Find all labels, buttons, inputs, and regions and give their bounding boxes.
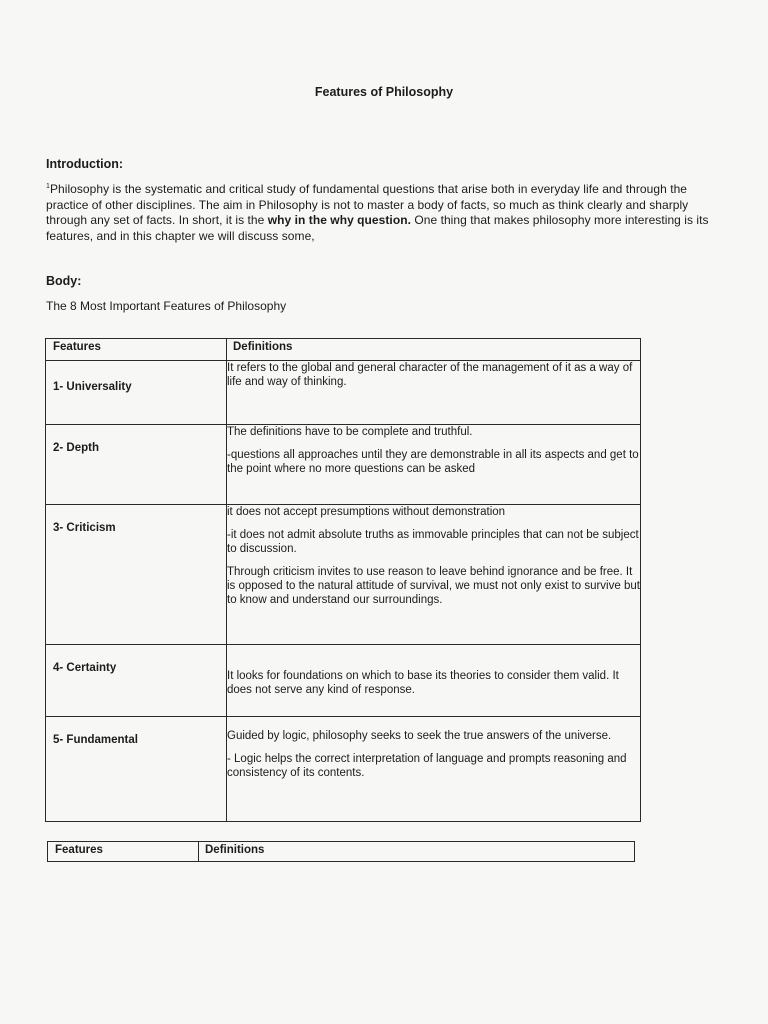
table-row — [46, 425, 641, 505]
header-definitions: Definitions — [199, 842, 635, 862]
features-table — [45, 338, 641, 822]
table-row — [46, 361, 641, 425]
introduction-heading: Introduction: — [46, 157, 124, 171]
header-definitions: Definitions — [227, 339, 641, 361]
feature-name: 2- Depth — [53, 442, 99, 454]
definition-cell — [227, 425, 641, 505]
feature-name: 3- Criticism — [53, 522, 116, 534]
definition-text: -it does not admit absolute truths as immovable principles that can not be subject to discussion. — [227, 529, 639, 555]
footnote-marker: 1 — [46, 183, 50, 190]
intro-text-part-1: Philosophy is the systematic and critical study of fundamental questions that arise both in everyday life and through the practice of other disciplines. The aim in Philosophy is not to master a body of facts, so much as think clearly and sharply through any set of facts. In short, it is the — [46, 182, 689, 227]
definition-cell — [227, 361, 641, 425]
feature-cell — [46, 645, 227, 717]
definition-text: Through criticism invites to use reason to leave behind ignorance and be free. It is opposed to the natural attitude of survival, we must not only exist to survive but to know and understand our surroundings. — [227, 566, 640, 606]
definition-text: It looks for foundations on which to base its theories to consider them valid. It does not serve any kind of response. — [227, 670, 619, 696]
feature-cell — [46, 361, 227, 425]
definition-text: The definitions have to be complete and truthful. — [227, 426, 473, 438]
document-title: Features of Philosophy — [314, 85, 454, 99]
table-row — [46, 717, 641, 822]
feature-name: 5- Fundamental — [53, 734, 138, 746]
definition-cell — [227, 505, 641, 645]
definition-text: Guided by logic, philosophy seeks to seek the true answers of the universe. — [227, 730, 612, 742]
definition-text: It refers to the global and general character of the management of it as a way of life and way of thinking. — [227, 362, 633, 388]
body-subtitle: The 8 Most Important Features of Philosophy — [46, 299, 287, 313]
definition-text: - Logic helps the correct interpretation of language and prompts reasoning and consistency of its contents. — [227, 753, 627, 779]
table-header-row — [46, 339, 641, 361]
body-heading: Body: — [46, 274, 82, 288]
definition-text: it does not accept presumptions without demonstration — [227, 506, 506, 518]
table-row — [46, 505, 641, 645]
feature-name: 4- Certainty — [53, 662, 117, 674]
header-features: Features — [48, 842, 199, 862]
feature-cell — [46, 505, 227, 645]
feature-cell — [46, 717, 227, 822]
table-row — [46, 645, 641, 717]
table-header-row — [48, 842, 635, 862]
definition-cell — [227, 645, 641, 717]
introduction-paragraph — [46, 179, 710, 244]
feature-name: 1- Universality — [53, 380, 132, 393]
intro-text-part-2: One thing that makes philosophy more interesting is its features, and in this chapter we will discuss some, — [46, 213, 709, 243]
definition-text: -questions all approaches until they are demonstrable in all its aspects and get to the point where no more questions can be asked — [227, 449, 639, 475]
feature-cell — [46, 425, 227, 505]
header-features: Features — [46, 339, 227, 361]
intro-bold-phrase: why in the why question. — [267, 213, 411, 227]
definition-cell — [227, 717, 641, 822]
features-table-continued — [47, 841, 635, 862]
